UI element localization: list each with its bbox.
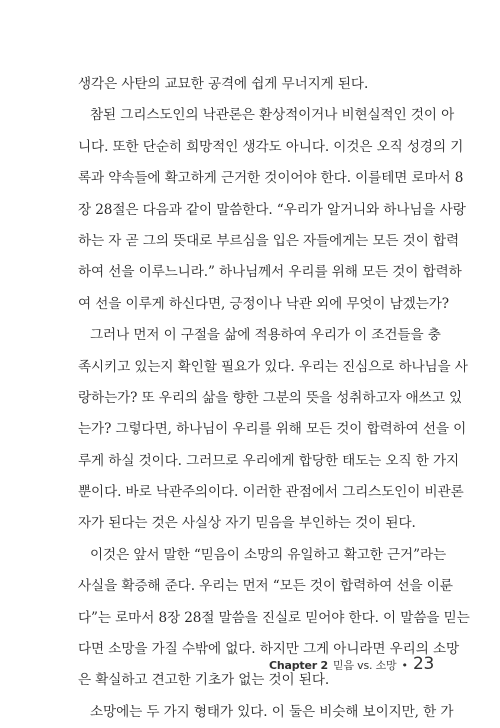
text-line: 생각은 사탄의 교묘한 공격에 쉽게 무너지게 된다. xyxy=(78,76,369,92)
text-line: 뿐이다. 바로 낙관주의이다. 이러한 관점에서 그리스도인이 비관론 xyxy=(78,484,464,501)
text-line: 은 확실하고 견고한 기초가 없는 것이 된다. xyxy=(78,672,330,689)
text-line: 여 선을 이루게 하신다면, 긍정이나 낙관 외에 무엇이 남겠는가? xyxy=(78,295,449,312)
chapter-title: 믿음 vs. 소망 xyxy=(333,659,397,672)
text-line: 장 28절은 다음과 같이 말씀한다. “우리가 알거니와 하나님을 사랑 xyxy=(78,201,466,218)
text-line: 참된 그리스도인의 낙관론은 환상적이거나 비현실적인 것이 아 xyxy=(90,107,455,124)
text-line: 하는 자 곧 그의 뜻대로 부르심을 입은 자들에게는 모든 것이 합력 xyxy=(78,232,460,249)
text-line: 하여 선을 이루느니라.” 하나님께서 우리를 위해 모든 것이 합력하 xyxy=(78,264,462,281)
text-line: 다면 소망을 가질 수밖에 없다. 하지만 그게 아니라면 우리의 소망 xyxy=(78,641,460,658)
page-number: 23 xyxy=(412,654,434,674)
text-line: 다”는 로마서 8장 28절 말씀을 진실로 믿어야 한다. 이 말씀을 믿는 xyxy=(78,609,470,626)
text-line: 소망에는 두 가지 형태가 있다. 이 둘은 비슷해 보이지만, 한 가 xyxy=(90,703,454,720)
page-footer xyxy=(269,654,434,674)
footer-bullet: • xyxy=(401,659,408,672)
text-line: 루게 하실 것이다. 그러므로 우리에게 합당한 태도는 오직 한 가지 xyxy=(78,452,460,469)
text-line: 니다. 또한 단순히 희망적인 생각도 아니다. 이것은 오직 성경의 기 xyxy=(78,138,464,155)
body-text xyxy=(78,69,470,728)
text-line: 랑하는가? 또 우리의 삶을 향한 그분의 뜻을 성취하고자 애쓰고 있 xyxy=(78,389,462,406)
text-line: 사실을 확증해 준다. 우리는 먼저 “모든 것이 합력하여 선을 이룬 xyxy=(78,578,453,595)
text-line: 는가? 그렇다면, 하나님이 우리를 위해 모든 것이 합력하여 선을 이 xyxy=(78,421,467,438)
text-line: 족시키고 있는지 확인할 필요가 있다. 우리는 진심으로 하나님을 사 xyxy=(78,358,468,375)
chapter-label: Chapter 2 xyxy=(268,659,329,672)
text-line: 그러나 먼저 이 구절을 삶에 적용하여 우리가 이 조건들을 충 xyxy=(90,327,441,344)
text-line: 록과 약속들에 확고하게 근거한 것이어야 한다. 이를테면 로마서 8 xyxy=(78,170,464,187)
text-line: 이것은 앞서 말한 “믿음이 소망의 유일하고 확고한 근거”라는 xyxy=(90,546,447,563)
text-line: 자가 된다는 것은 사실상 자기 믿음을 부인하는 것이 된다. xyxy=(78,515,416,532)
